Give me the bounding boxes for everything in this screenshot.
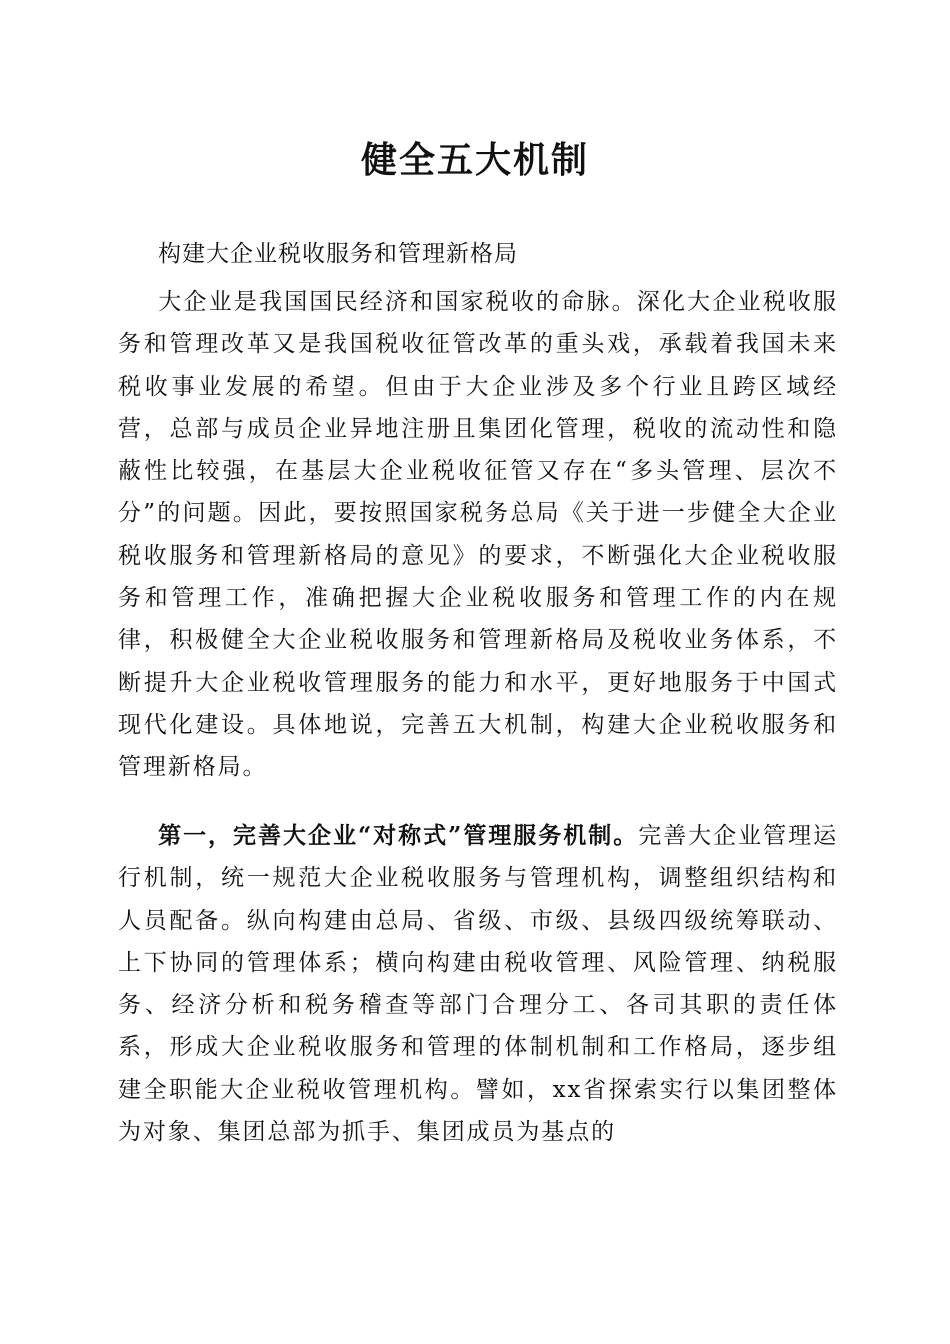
paragraph-2	[118, 815, 838, 1153]
paragraph-2-text: 完善大企业管理运行机制，统一规范大企业税收服务与管理机构，调整组织结构和人员配备。纵向构建由总局、省级、市级、县级四级统筹联动、上下协同的管理体系；横向构建由税收管理、风险管理、纳税服务、经济分析和税务稽查等部门合理分工、各司其职的责任体系，形成大企业税收服务和管理的体制机制和工作格局，逐步组建全职能大企业税收管理机构。譬如，xx省探索实行以集团整体为对象、集团总部为抓手、集团成员为基点的	[118, 823, 839, 1146]
paragraph-1-text: 大企业是我国国民经济和国家税收的命脉。深化大企业税收服务和管理改革又是我国税收征管改革的重头戏，承载着我国未来税收事业发展的希望。但由于大企业涉及多个行业且跨区域经营，总部与成员企业异地注册且集团化管理，税收的流动性和隐蔽性比较强，在基层大企业税收征管又存在“多头管理、层次不分”的问题。因此，要按照国家税务总局《关于进一步健全大企业税收服务和管理新格局的意见》的要求，不断强化大企业税收服务和管理工作，准确把握大企业税收服务和管理工作的内在规律，积极健全大企业税收服务和管理新格局及税收业务体系，不断提升大企业税收管理服务的能力和水平，更好地服务于中国式现代化建设。具体地说，完善五大机制，构建大企业税收服务和管理新格局。	[118, 289, 838, 781]
paragraph-1	[118, 281, 838, 789]
document-title: 健全五大机制	[360, 139, 589, 181]
document-subtitle: 构建大企业税收服务和管理新格局	[158, 241, 518, 267]
paragraph-2-lead: 第一，完善大企业“对称式”管理服务机制。	[158, 822, 639, 849]
